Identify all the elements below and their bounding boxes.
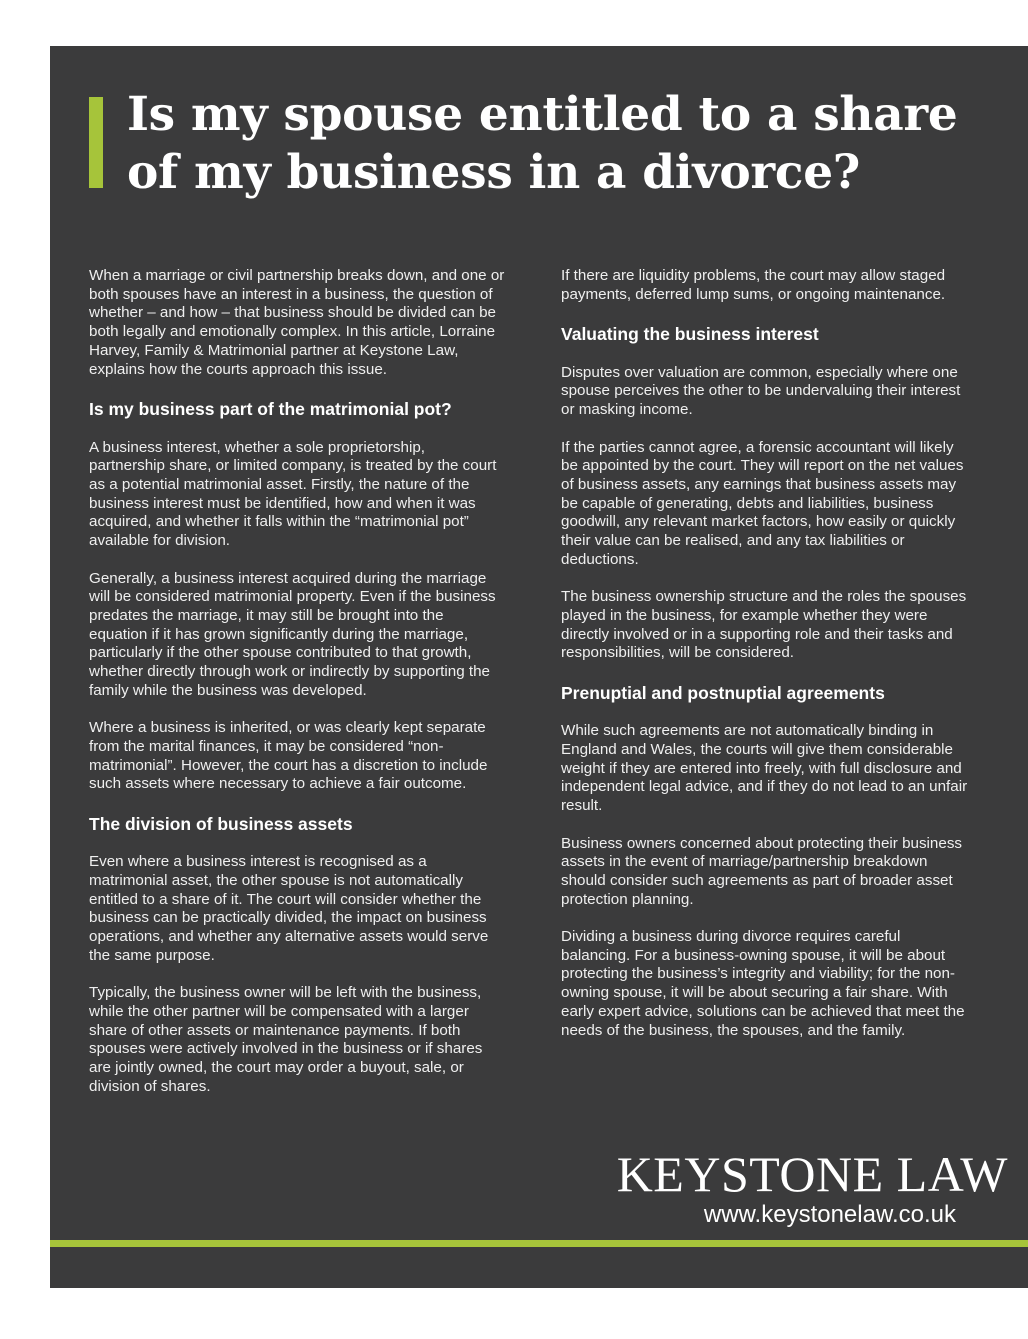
website-url: www.keystonelaw.co.uk — [703, 1201, 956, 1228]
footer-accent-stripe — [50, 1240, 1028, 1247]
body-paragraph: Disputes over valuation are common, especially where one spouse perceives the other to be undervaluing their interest or masking income. — [561, 363, 961, 419]
section-heading: Prenuptial and postnuptial agreements — [561, 682, 885, 703]
article-title: Is my spouse entitled to a share of my business in a divorce? — [127, 87, 958, 200]
body-paragraph: Dividing a business during divorce requires careful balancing. For a business-owning spouse, it will be about protecting the business’s integrity and viability; for the non-owning spouse, it will be about securing a fair share. With early expert advice, solutions can be achieved that meet the needs of the business, the spouses, and the family. — [561, 928, 965, 1039]
right-column — [561, 267, 969, 1059]
body-paragraph: When a marriage or civil partnership breaks down, and one or both spouses have an interest in a business, the question of whether – and how – that business should be divided can be both legally and emotionally complex. In this article, Lorraine Harvey, Family & Matrimonial partner at Keystone Law, explains how the courts approach this issue. — [89, 267, 505, 378]
body-paragraph: A business interest, whether a sole proprietorship, partnership share, or limited company, is treated by the court as a potential matrimonial asset. Firstly, the nature of the business interest must be identified, how and when it was acquired, and whether it falls within the “matrimonial pot” available for division. — [89, 438, 497, 550]
left-column — [89, 267, 505, 1115]
body-paragraph: Typically, the business owner will be left with the business, while the other partner will be compensated with a larger share of other assets or maintenance payments. If both spouses were actively involved in the business or if shares are jointly owned, the court may order a buyout, sale, or division of shares. — [89, 984, 483, 1095]
body-paragraph: If there are liquidity problems, the court may allow staged payments, deferred lump sums, or ongoing maintenance. — [561, 267, 946, 303]
title-accent-bar — [89, 97, 103, 188]
body-paragraph: Business owners concerned about protecting their business assets in the event of marriage/partnership breakdown should consider such agreements as part of broader asset protection planning. — [561, 834, 963, 908]
body-paragraph: Generally, a business interest acquired during the marriage will be considered matrimonial property. Even if the business predates the marriage, it may still be brought into the equation if it has grown significantly during the marriage, particularly if the other spouse contributed to that growth, whether directly through work or indirectly by supporting the family while the business was developed. — [89, 569, 496, 699]
section-heading: Valuating the business interest — [561, 324, 819, 345]
section-heading: Is my business part of the matrimonial pot? — [89, 398, 452, 419]
body-paragraph: While such agreements are not automatically binding in England and Wales, the courts will give them considerable weight if they are entered into freely, with full disclosure and independent legal advice, and if they do not lead to an unfair result. — [561, 722, 968, 815]
body-paragraph: The business ownership structure and the roles the spouses played in the business, for example whether they were directly involved or in a supporting role and their tasks and responsibilities, will be considered. — [561, 588, 967, 662]
keystone-law-logo — [560, 1148, 1008, 1230]
body-paragraph: Even where a business interest is recognised as a matrimonial asset, the other spouse is not automatically entitled to a share of it. The court will consider whether the business can be practically divided, the impact on business operations, and whether any alternative assets would serve the same purpose. — [89, 853, 489, 964]
section-heading: The division of business assets — [89, 813, 353, 834]
logo-wordmark: KEYSTONE LAW — [616, 1146, 1008, 1202]
body-paragraph: Where a business is inherited, or was clearly kept separate from the marital finances, it may be considered “non-matrimonial”. However, the court has a discretion to include such assets where necessary to achieve a fair outcome. — [89, 719, 488, 793]
body-paragraph: If the parties cannot agree, a forensic accountant will likely be appointed by the court. They will report on the net values of business assets, any earnings that business assets may be capable of generating, debts and liabilities, business goodwill, any relevant market factors, how easily or quickly their value can be realised, and any tax liabilities or deductions. — [561, 438, 964, 568]
